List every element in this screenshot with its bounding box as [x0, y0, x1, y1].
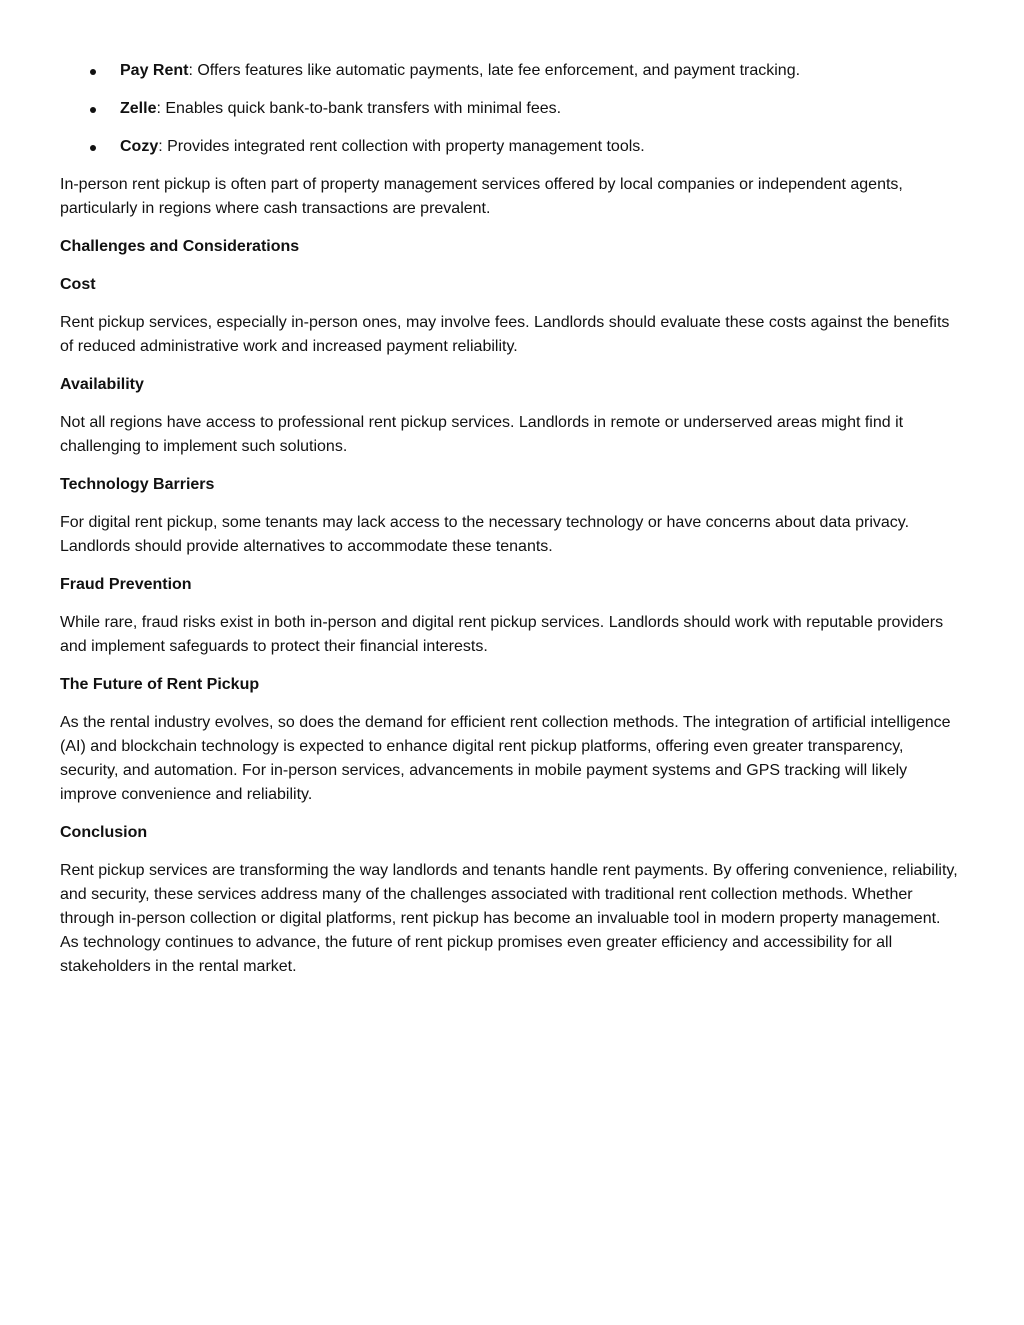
list-item [60, 97, 960, 121]
list-item [60, 59, 960, 83]
bullet-icon [90, 145, 96, 151]
bullet-icon [90, 107, 96, 113]
future-paragraph: As the rental industry evolves, so does the demand for efficient rent collection methods. The integration of artificial intelligence (AI) and blockchain technology is expected to enhance digital rent pickup platforms, offering even greater transparency, security, and automation. For in-person services, advancements in mobile payment systems and GPS tracking will likely improve convenience and reliability. [60, 714, 951, 803]
conclusion-heading: Conclusion [60, 824, 148, 841]
fraud-heading: Fraud Prevention [60, 576, 192, 593]
cost-heading: Cost [60, 276, 96, 293]
challenges-heading: Challenges and Considerations [60, 238, 300, 255]
list-item-text: : Enables quick bank-to-bank transfers with minimal fees. [156, 100, 562, 117]
platform-list [60, 59, 960, 159]
conclusion-paragraph: Rent pickup services are transforming the way landlords and tenants handle rent payments. By offering convenience, reliability, and security, these services address many of the challenges associated with traditional rent collection methods. Whether through in-person collection or digital platforms, rent pickup has become an invaluable tool in modern property management. As technology continues to advance, the future of rent pickup promises even greater efficiency and accessibility for all stakeholders in the rental market. [60, 862, 958, 975]
list-item [60, 135, 960, 159]
fraud-paragraph: While rare, fraud risks exist in both in-person and digital rent pickup services. Landlords should work with reputable providers and implement safeguards to protect their financial interests. [60, 614, 944, 655]
technology-heading: Technology Barriers [60, 476, 215, 493]
list-item-text: : Provides integrated rent collection with property management tools. [158, 138, 645, 155]
intro-paragraph: In-person rent pickup is often part of property management services offered by local companies or independent agents, particularly in regions where cash transactions are prevalent. [60, 176, 903, 217]
technology-paragraph: For digital rent pickup, some tenants may lack access to the necessary technology or have concerns about data privacy. Landlords should provide alternatives to accommodate these tenants. [60, 514, 910, 555]
list-item-term: Cozy [120, 138, 159, 155]
document-page [60, 59, 960, 993]
bullet-icon [90, 69, 96, 75]
availability-heading: Availability [60, 376, 144, 393]
list-item-term: Pay Rent [120, 62, 189, 79]
list-item-text: : Offers features like automatic payments, late fee enforcement, and payment tracking. [188, 62, 801, 79]
future-heading: The Future of Rent Pickup [60, 676, 260, 693]
availability-paragraph: Not all regions have access to professional rent pickup services. Landlords in remote or underserved areas might find it challenging to implement such solutions. [60, 414, 904, 455]
list-item-term: Zelle [120, 100, 157, 117]
cost-paragraph: Rent pickup services, especially in-person ones, may involve fees. Landlords should evaluate these costs against the benefits of reduced administrative work and increased payment reliability. [60, 314, 950, 355]
